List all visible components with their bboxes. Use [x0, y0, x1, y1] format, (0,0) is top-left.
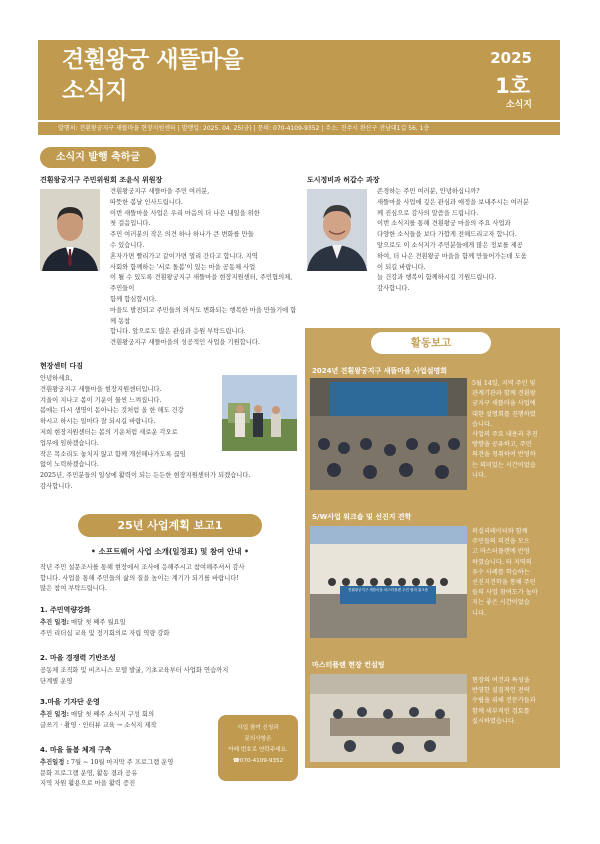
activity-2-body: 퍼실리테이터와 함께 주민들의 의견을 모으 고 마스터플랜에 반영 하였습니다. 타 지역의 우수 사례를 학습하는 선진지견학을 통해 주민 들의 사업 참여도가 높아 지는 좋은 시간이었습 니다.: [472, 528, 538, 617]
center-message: 안녕하세요, 견훤왕궁지구 새뜰마을 현장지원센터입니다. 겨울이 지나고 봄이 기운이 물씬 느껴집니다. 봄에는 다시 생명이 돋아나는 것처럼 올 한 해도 건강 하시고 하시는 일마다 잘 되시길 바랍니다. 저희 현장지원센터는 봄의 기운처럼 새로운 각오로 업무에 임하겠습니다. 작은 목소리도 놓치지 않고 함께 개선해나가도록 끊임 없이 노력하겠습니다. 2025년, 주민분들의 일상에 활력이 되는 든든한 현장지원센터가 되겠습니다. 감사합니다.: [40, 375, 251, 490]
chair-message: 견훤왕궁지구 새뜰마을 주민 여러분, 따뜻한 봄날 인사드립니다. 이번 새뜰마을 사업은 우리 마음의 더 나은 내일을 위한 첫 걸음입니다. 주민 여러분의 작은 의견 하나 하나가 큰 변화를 만들 수 있습니다. 혼자가면 빨리가고 같이가면 멀리 간다고 합니다. 지역 사회와 함께하는 '서로 돌봄'이 있는 마을 공동체 사업 이 될 수 있도록 견훤왕궁지구 새뜰마을 현장지원센터, 주민협의체, 주민들이 함께 합심합시다. 마을도 발전되고 주민들의 의식도 변화되는 행복한 마을 만들기에 함께 동참 합니다. 앞으로도 많은 관심과 응원 부탁드립니다. 견훤왕궁지구 새뜰마을의 성공적인 사업을 기원합니다.: [110, 188, 297, 347]
masthead: [38, 40, 560, 120]
newsletter-title: 견훤왕궁 새뜰마을 소식지: [62, 47, 244, 104]
section-body: 주민 리더십 교육 및 정기회의로 자립 역량 강화: [40, 629, 170, 637]
section-title: 1. 주민역량강화: [40, 606, 91, 614]
schedule-label: 추진 일정:: [40, 619, 70, 626]
publication-info: 발행처: 견훤왕궁지구 새뜰마을 현장지원센터 | 발행일: 2025. 04. 25(금) | 문의: 070-4109-9352 | 주소: 전주시 완산구 견남대1길 56, 1층: [38, 122, 560, 135]
section-body: 문화 프로그램 운영, 활동 결과 공유 지역 자원 활용으로 마을 활력 증진: [40, 769, 138, 787]
schedule-value: 매달 첫 째주 월요일: [69, 619, 126, 626]
schedule-value: 매달 첫 째주 소식지 구성 회의: [69, 711, 155, 718]
issue-label: 소식지: [505, 100, 532, 110]
activity-heading: 활동보고: [371, 332, 491, 354]
workshop-banner: 견훤왕궁지구 새뜰마을 마스터플랜 주민 협의 워크숍: [348, 588, 428, 592]
issue-number: 1호: [495, 74, 530, 98]
schedule-value: 7월 ~ 10월 마지막 주 프로그램 운영: [69, 759, 174, 766]
workshop-photo: [310, 526, 467, 638]
activity-1-body: 5월 14일, 지역 주민 및 관계기관과 함께 견훤왕 궁지구 새뜰마을 사업에 대한 설명회를 진행하였 습니다. 사업의 주요 내용과 추진 방향을 공유하고, 주민 의견을 청취하여 반영하 는 의미있는 시간이었습 니다.: [472, 380, 538, 479]
chair-photo: [40, 189, 100, 271]
official-photo: [307, 189, 367, 271]
section-body: 글쓰기 · 촬영 · 인터뷰 교육 → 소식지 제작: [40, 721, 157, 729]
official-message: 존경하는 주민 여러분, 안녕하십니까? 새뜰마을 사업에 깊은 관심과 애정을 보내주시는 여러분 께 진심으로 감사의 말씀을 드립니다. 이번 소식지를 통해 견훤왕궁 마을의 주요 사업과 다양한 소식들을 보다 가깝게 전해드리고자 합니다. 앞으로도 이 소식지가 주민분들에게 많은 정보를 제공 하여, 더 나은 견훤왕궁 마을을 함께 만들어가는데 도움 이 되길 바랍니다. 늘 건강과 행복이 함께하시길 기원드립니다. 감사합니다.: [377, 188, 529, 293]
chair-name: 견훤왕궁지구 주민위원회 조윤식 위원장: [40, 176, 163, 184]
section-title: 2. 마을 경쟁력 기반조성: [40, 654, 116, 662]
section-body: 공동체 조직화 및 비즈니스 모델 발굴, 기초교육부터 사업화 연습까지 단계별 운영: [40, 667, 229, 685]
activity-2-title: S/W사업 워크숍 및 선진지 견학: [312, 513, 412, 521]
plan-section-1: [40, 605, 302, 639]
activity-1-title: 2024년 견훤왕궁지구 새뜰마을 사업설명회: [312, 367, 447, 375]
plan-heading: 25년 사업계획 보고1: [78, 514, 262, 537]
official-name: 도시정비과 허갑수 과장: [307, 176, 380, 184]
congrats-heading: 소식지 발행 축하글: [40, 147, 156, 168]
schedule-label: 추진 일정:: [40, 711, 70, 718]
activity-3-body: 현장의 여건과 특성을 반영한 실질적인 전략 수립을 위해 전문가들과 함께 세부적인 검토를 실시하였습니다.: [472, 677, 536, 725]
consulting-photo: [310, 674, 467, 762]
schedule-label: 추진일정 :: [40, 759, 70, 766]
section-title: 4. 마을 돌봄 체계 구축: [40, 746, 112, 754]
contact-box: 사업 참여 신청과 문의사항은 아래 번호로 연락주세요. ☎070-4109-9352: [218, 715, 298, 781]
staff-photo: [222, 375, 297, 451]
activity-3-title: 마스터플랜 현장 컨설팅: [312, 661, 385, 669]
plan-section-3: [40, 697, 218, 731]
plan-subheading: • 소프트웨어 사업 소개(일정표) 및 참여 안내 •: [91, 547, 249, 556]
issue-year: 2025: [490, 49, 532, 67]
briefing-photo: [310, 378, 467, 490]
plan-intro: 작년 주민 설문조사를 통해 현장에서 조사에 응해주시고 참여해주셔서 감사 합니다. 사업을 통해 주민들의 삶의 질을 높이는 계기가 되기를 바랍니다! 많은 참여 부탁드립니다.: [40, 564, 245, 592]
plan-section-4: [40, 745, 218, 790]
plan-section-2: [40, 653, 302, 687]
section-title: 3.마을 기자단 운영: [40, 698, 100, 706]
center-heading: 현장센터 다짐: [40, 362, 84, 370]
